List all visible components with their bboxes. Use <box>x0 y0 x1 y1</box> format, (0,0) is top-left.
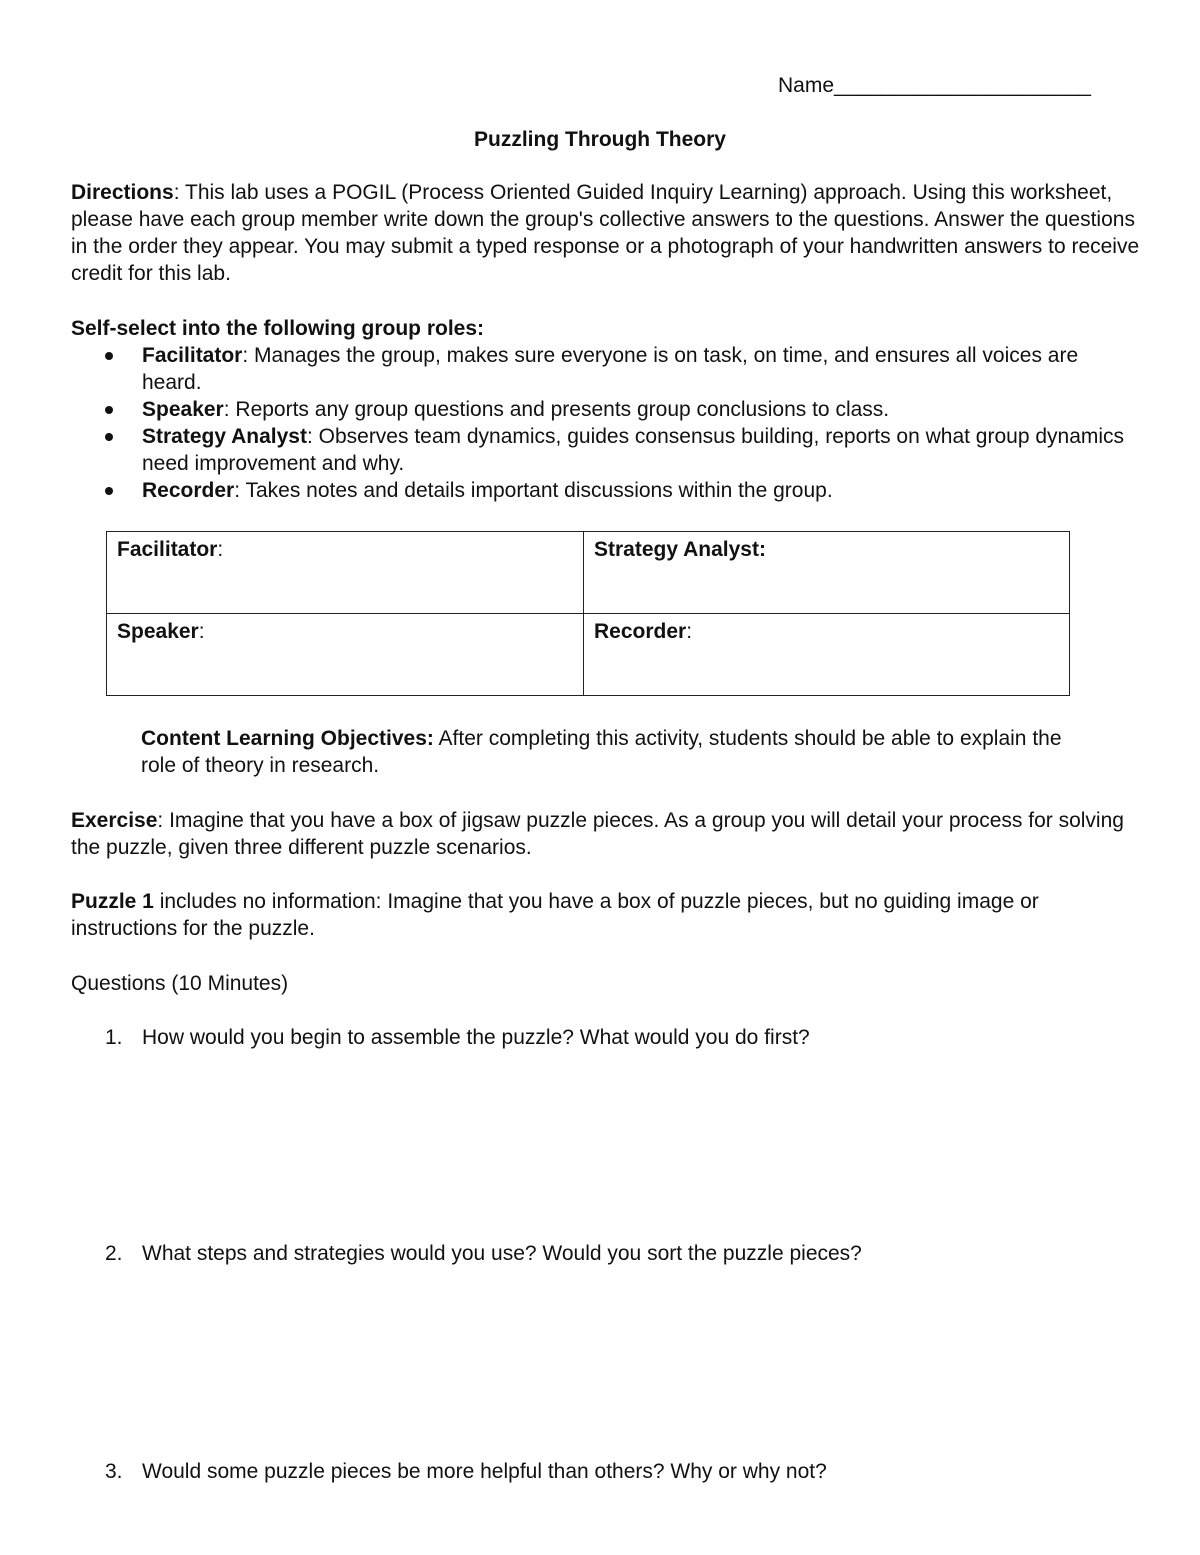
bullet-icon <box>105 433 113 441</box>
puzzle1-label: Puzzle 1 <box>71 890 154 913</box>
role-desc: : Reports any group questions and presents group conclusions to class. <box>223 398 890 421</box>
role-name: Speaker <box>142 398 224 421</box>
strategy-analyst-cell-label: Strategy Analyst: <box>594 538 766 561</box>
speaker-cell-colon: : <box>198 620 205 643</box>
exercise-text: : Imagine that you have a box of jigsaw puzzle pieces. As a group you will detail your process for solving the puzzle, given three different puzzle scenarios. <box>71 809 1124 859</box>
puzzle1-paragraph <box>71 888 1141 942</box>
question-number: 3. <box>105 1460 123 1483</box>
role-desc: : Manages the group, makes sure everyone is on task, on time, and ensures all voices are heard. <box>142 344 1079 394</box>
table-row <box>107 532 1070 614</box>
strategy-analyst-cell[interactable] <box>584 532 1070 614</box>
directions-label: Directions <box>71 181 174 204</box>
name-label: Name <box>778 74 835 97</box>
objectives-text: After completing this activity, students should be able to explain the role of theory in research. <box>141 727 1062 777</box>
role-name: Facilitator <box>142 344 243 367</box>
page-title: Puzzling Through Theory <box>474 128 726 151</box>
bullet-icon <box>105 406 113 414</box>
roles-heading: Self-select into the following group roles: <box>71 317 485 340</box>
role-name: Recorder <box>142 479 235 502</box>
role-item-strategy-analyst <box>105 423 1135 477</box>
name-blank[interactable]: ______________________ <box>834 74 1091 97</box>
question-text: Would some puzzle pieces be more helpful than others? Why or why not? <box>142 1460 827 1483</box>
directions-paragraph <box>71 179 1141 287</box>
puzzle1-text: includes no information: Imagine that you have a box of puzzle pieces, but no guiding image or instructions for the puzzle. <box>71 890 1039 940</box>
role-desc: : Observes team dynamics, guides consensus building, reports on what group dynamics need improvement and why. <box>142 425 1125 475</box>
learning-objectives <box>141 725 1101 779</box>
role-assignment-table <box>106 531 1070 696</box>
roles-list <box>105 342 1135 504</box>
exercise-paragraph <box>71 807 1141 861</box>
facilitator-cell-label: Facilitator <box>117 538 218 561</box>
table-row <box>107 614 1070 696</box>
role-name: Strategy Analyst <box>142 425 307 448</box>
question-1 <box>105 1024 1155 1051</box>
speaker-cell[interactable] <box>107 614 584 696</box>
exercise-label: Exercise <box>71 809 158 832</box>
questions-heading: Questions (10 Minutes) <box>71 972 289 995</box>
question-text: What steps and strategies would you use? Would you sort the puzzle pieces? <box>142 1242 862 1265</box>
recorder-cell[interactable] <box>584 614 1070 696</box>
question-text: How would you begin to assemble the puzzle? What would you do first? <box>142 1026 810 1049</box>
objectives-label: Content Learning Objectives: <box>141 727 434 750</box>
bullet-icon <box>105 487 113 495</box>
name-line <box>778 72 1091 99</box>
role-item-recorder <box>105 477 1135 504</box>
role-item-speaker <box>105 396 1135 423</box>
facilitator-cell[interactable] <box>107 532 584 614</box>
role-item-facilitator <box>105 342 1135 396</box>
question-number: 2. <box>105 1242 123 1265</box>
role-desc: : Takes notes and details important discussions within the group. <box>234 479 833 502</box>
question-2 <box>105 1240 1155 1267</box>
directions-text: : This lab uses a POGIL (Process Oriented Guided Inquiry Learning) approach. Using this worksheet, please have each group member write down the group's collective answers to the questions. Answer the questions in the order they appear. You may submit a typed response or a photograph of your handwritten answers to receive credit for this lab. <box>71 181 1140 285</box>
question-number: 1. <box>105 1026 123 1049</box>
bullet-icon <box>105 352 113 360</box>
facilitator-cell-colon: : <box>217 538 224 561</box>
recorder-cell-colon: : <box>686 620 693 643</box>
recorder-cell-label: Recorder <box>594 620 687 643</box>
question-3 <box>105 1458 1155 1485</box>
speaker-cell-label: Speaker <box>117 620 199 643</box>
